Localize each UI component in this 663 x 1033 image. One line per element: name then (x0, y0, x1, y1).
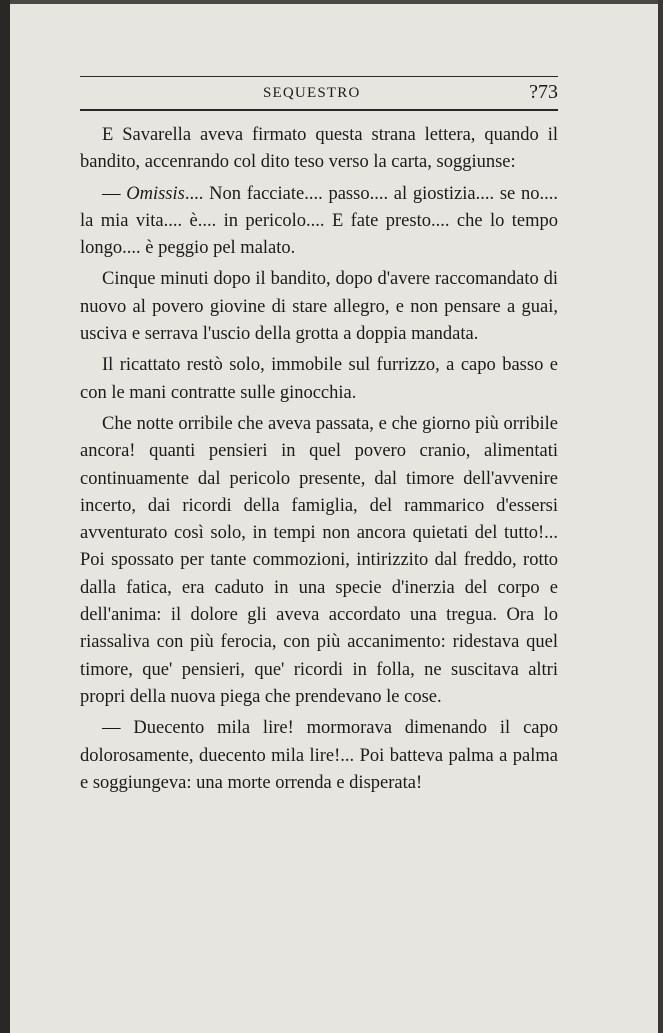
page-top-edge (0, 0, 663, 4)
paragraph-text: .... Non facciate.... passo.... al giostizia.... se no.... la mia vita.... è.... in pericolo.... E fate presto.... che lo tempo longo.... è peggio pel malato. (80, 183, 558, 259)
paragraph-text: — Duecento mila lire! mormorava dimenando il capo dolorosamente, duecento mila lire!... Poi batteva palma a palma e soggiungeva: una morte orrenda e disperata! (80, 718, 558, 793)
page-right-edge (658, 0, 663, 1033)
paragraph (80, 181, 558, 263)
page-left-edge (0, 0, 10, 1033)
dialogue-dash: — (102, 183, 127, 204)
header-rule-bottom (80, 109, 558, 111)
paragraph (80, 411, 558, 711)
paragraph-text: Cinque minuti dopo il bandito, dopo d'avere raccomandato di nuovo al povero giovine di stare allegro, e non pensare a guai, usciva e serrava l'uscio della grotta a doppia mandata. (80, 269, 558, 345)
paragraph (80, 715, 558, 797)
paragraph (80, 266, 558, 348)
paragraph (80, 122, 558, 177)
page-header (80, 76, 558, 110)
italic-word: Omissis (126, 183, 185, 204)
paragraph-text: Che notte orribile che aveva passata, e che giorno più orribile ancora! quanti pensieri in quel povero cranio, alimentati continuamente dal pericolo presente, dal timore dell'avvenire incerto, dai ricordi della famiglia, del rammarico d'essersi avventurato così solo, in tempi non ancora quietati del tutto!... Poi spossato per tante commozioni, intirizzito dal freddo, rotto dalla fatica, era caduto in una specie d'inerzia del corpo e dell'anima: il dolore gli aveva accordato una tregua. Ora lo riassaliva con più ferocia, con più accanimento: ridestava quel timore, que' pensieri, que' ricordi in folla, ne suscitava altri propri della nuova piega che prendevano le cose. (80, 413, 558, 707)
body-text (80, 122, 558, 797)
running-title: SEQUESTRO (263, 85, 361, 101)
page-number: ?73 (529, 81, 558, 103)
paragraph-text: Il ricattato restò solo, immobile sul furrizzo, a capo basso e con le mani contratte sulle ginocchia. (80, 355, 558, 403)
paragraph (80, 352, 558, 407)
paragraph-text: E Savarella aveva firmato questa strana lettera, quando il bandito, accenrando col dito teso verso la carta, soggiunse: (80, 125, 558, 173)
header-rule-top (80, 76, 558, 77)
